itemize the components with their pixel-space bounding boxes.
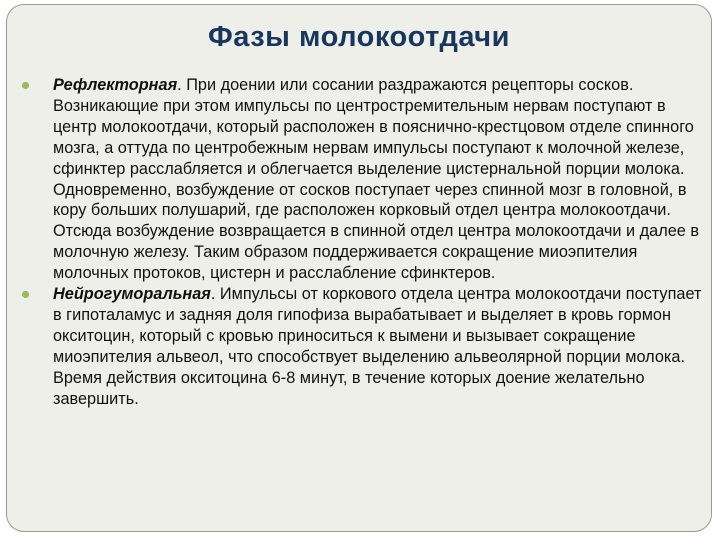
bullet-icon xyxy=(21,81,30,90)
item-text-reflex: При доении или сосании раздражаются рецепторы сосков. Возникающие при этом импульсы по центростремительным нервам поступают в центр молокоотдачи, который расположен в пояснично-крестцовом отделе спинного мозга, а оттуда по центробежным нервам импульсы поступают к молочной железе, сфинктер расслабляется и облегчается выделение цистернальной порции молока. Одновременно, возбуждение от сосков поступает через спинной мозг в головной, в кору больших полушарий, где расположен корковый отдел центра молокоотдачи. Отсюда возбуждение возвращается в спинной отдел центра молокоотдачи и далее в молочную железу. Таким образом поддерживается сокращение миоэпителия молочных протоков, цистерн и расслабление сфинктеров. xyxy=(53,76,699,283)
bullet-item-neurohumoral xyxy=(21,284,705,409)
slide-title: Фазы молокоотдачи xyxy=(208,21,510,53)
bullet-icon xyxy=(21,290,30,299)
term-separator: . xyxy=(177,76,187,94)
term-reflex: Рефлекторная xyxy=(53,76,178,94)
slide-content xyxy=(21,75,705,410)
term-neurohumoral: Нейрогуморальная xyxy=(53,285,211,304)
bullet-item-reflex xyxy=(21,75,705,284)
term-separator: . xyxy=(210,285,220,304)
slide-frame xyxy=(6,4,712,532)
item-text-neurohumoral: Импульсы от коркового отдела центра молокоотдачи поступает в гипоталамус и задняя доля гипофиза вырабатывает и выделяет в кровь гормон окситоцин, который с кровью приноситься к вымени и вызывает сокращение миоэпителия альвеол, что способствует выделению альвеолярной порции молока. Время действия окситоцина 6-8 минут, в течение которых доение желательно завершить. xyxy=(53,285,702,408)
